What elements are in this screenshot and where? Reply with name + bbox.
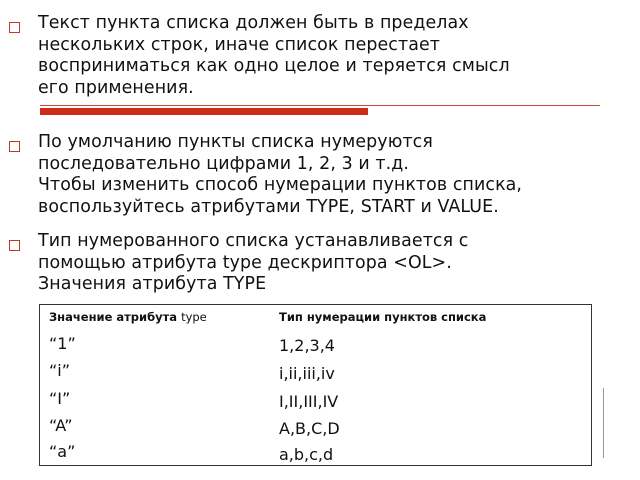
bullet-1-line-2: нескольких строк, иначе список перестает bbox=[38, 34, 440, 55]
bullet-3-line-2: помощью атрибута type дескриптора <OL>. bbox=[38, 252, 452, 273]
bullet-square-icon bbox=[9, 141, 20, 152]
divider-line bbox=[40, 105, 600, 106]
bullet-1-text bbox=[38, 13, 626, 99]
bullet-square-icon bbox=[9, 240, 20, 251]
divider-bar bbox=[40, 108, 368, 115]
table-row-numbering: 1,2,3,4 bbox=[279, 336, 335, 355]
bullet-1-line-4: его применения. bbox=[38, 77, 194, 98]
type-values-table bbox=[39, 304, 592, 466]
table-row-numbering: a,b,c,d bbox=[279, 445, 334, 464]
table-header-value-label: Значение атрибута bbox=[49, 310, 178, 324]
table-header-value-attr: type bbox=[181, 310, 207, 324]
bullet-3-text bbox=[38, 231, 626, 296]
table-row-value: “a” bbox=[49, 442, 76, 461]
bullet-1-line-3: восприниматься как одно целое и теряется смысл bbox=[38, 56, 510, 76]
bullet-3-line-3: Значения атрибута TYPE bbox=[38, 274, 267, 294]
bullet-square-icon bbox=[9, 22, 20, 33]
bullet-3-line-1: Тип нумерованного списка устанавливается с bbox=[38, 231, 469, 251]
bullet-2-line-1: По умолчанию пункты списка нумеруются bbox=[38, 132, 433, 152]
table-row-value: “I” bbox=[49, 389, 71, 408]
table-row-value: “A” bbox=[49, 416, 73, 435]
bullet-2-line-3: Чтобы изменить способ нумерации пунктов списка, bbox=[38, 175, 523, 195]
bullet-2-line-2: последовательно цифрами 1, 2, 3 и т.д. bbox=[38, 153, 410, 174]
table-row-numbering: I,II,III,IV bbox=[279, 392, 339, 411]
table-row-value: “i” bbox=[49, 361, 71, 380]
side-rule bbox=[603, 388, 604, 458]
bullet-2-line-4: воспользуйтесь атрибутами TYPE, START и VALUE. bbox=[38, 196, 499, 217]
bullet-1-line-1: Текст пункта списка должен быть в пределах bbox=[38, 13, 469, 33]
table-header-numbering: Тип нумерации пунктов списка bbox=[279, 310, 487, 324]
table-row-numbering: i,ii,iii,iv bbox=[279, 364, 335, 383]
bullet-2-text bbox=[38, 132, 626, 218]
table-row-numbering: A,B,C,D bbox=[279, 419, 340, 438]
table-row-value: “1” bbox=[49, 334, 76, 353]
table-header-value bbox=[49, 310, 207, 324]
